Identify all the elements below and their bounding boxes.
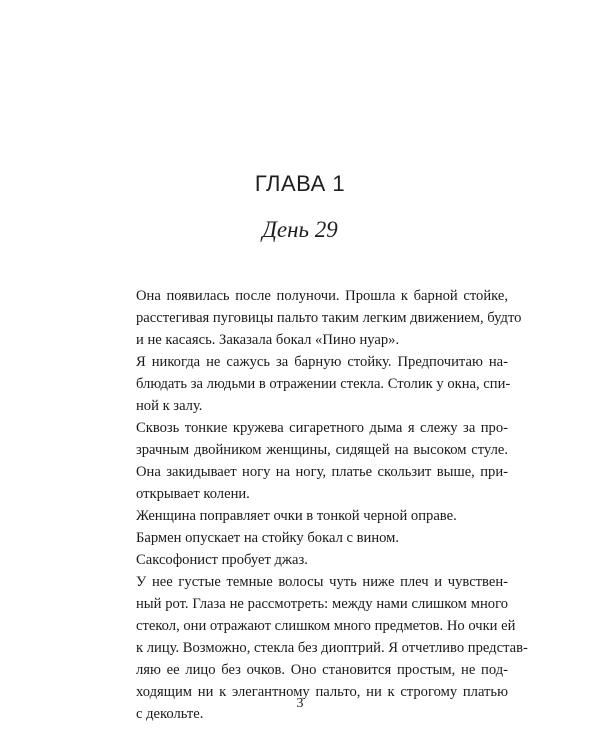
- text-line: ходящим ни к элегантному пальто, ни к строгому платью: [136, 684, 508, 700]
- body-text: [119, 285, 528, 725]
- text-line: Она закидывает ногу на ногу, платье скользит выше, при-: [136, 464, 508, 480]
- text-line: ной к залу.: [136, 398, 203, 414]
- chapter-subtitle: День 29: [262, 217, 338, 242]
- text-line: Она появилась после полуночи. Прошла к барной стойке,: [136, 288, 508, 304]
- text-line: и не касаясь. Заказала бокал «Пино нуар».: [136, 332, 400, 348]
- text-line: расстегивая пуговицы пальто таким легким движением, будто: [136, 310, 522, 326]
- paragraph: [119, 351, 511, 417]
- chapter-title: ГЛАВА 1: [254, 171, 346, 196]
- text-line: зрачным двойником женщины, сидящей на высоком стуле.: [136, 442, 508, 458]
- paragraph: [119, 417, 508, 505]
- text-line: Женщина поправляет очки в тонкой черной оправе.: [136, 508, 457, 524]
- text-line: Я никогда не сажусь за барную стойку. Предпочитаю на-: [136, 354, 508, 370]
- text-line: Саксофонист пробует джаз.: [136, 552, 308, 568]
- paragraph: [119, 285, 522, 351]
- text-line: с декольте.: [136, 706, 204, 722]
- text-line: ный рот. Глаза не рассмотреть: между нами слишком много: [136, 596, 508, 612]
- paragraph: [119, 505, 508, 527]
- paragraph: [119, 527, 508, 549]
- text-line: стекол, они отражают слишком много предметов. Но очки ей: [136, 618, 516, 634]
- text-line: к лицу. Возможно, стекла без диоптрий. Я отчетливо представ-: [136, 640, 528, 656]
- text-line: Сквозь тонкие кружева сигаретного дыма я слежу за про-: [136, 420, 508, 436]
- page-number: 3: [296, 696, 304, 711]
- text-line: ляю ее лицо без очков. Оно становится простым, не под-: [136, 662, 508, 678]
- text-line: блюдать за людьми в отражении стекла. Столик у окна, спи-: [136, 376, 511, 392]
- text-line: У нее густые темные волосы чуть ниже плеч и чувствен-: [136, 574, 508, 590]
- paragraph: [119, 549, 508, 571]
- text-line: Бармен опускает на стойку бокал с вином.: [136, 530, 400, 546]
- text-line: открывает колени.: [136, 486, 250, 502]
